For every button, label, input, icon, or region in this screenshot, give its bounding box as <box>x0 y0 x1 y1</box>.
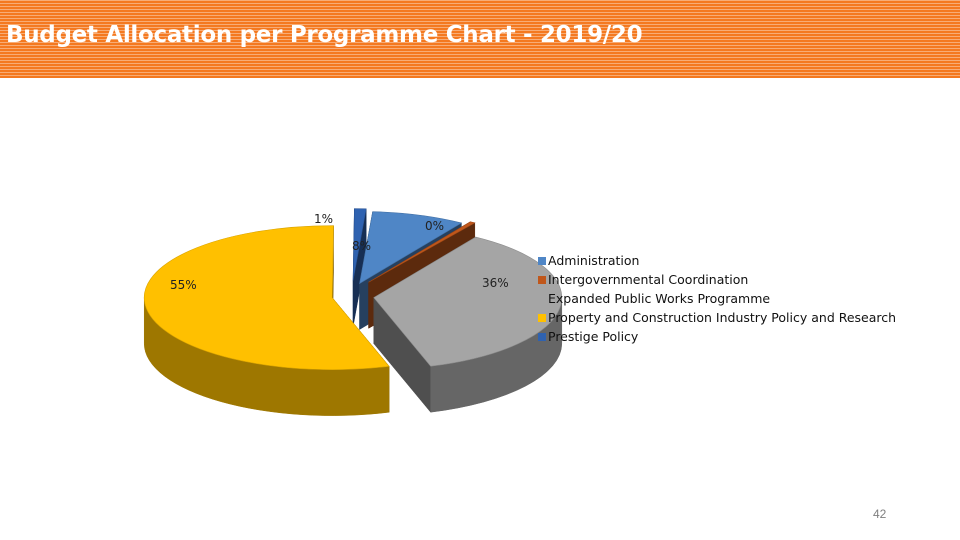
page-number: 42 <box>873 507 887 521</box>
legend-item-prestige-policy <box>538 327 896 346</box>
legend-label-prestige-policy: Prestige Policy <box>548 329 639 344</box>
legend-label-epwp: Expanded Public Works Programme <box>548 291 771 306</box>
legend-item-property-construction <box>538 308 896 327</box>
legend-item-intergovernmental-coordination <box>538 270 896 289</box>
legend-item-administration <box>538 251 896 270</box>
data-label-administration: 8% <box>352 239 372 253</box>
legend-swatch-intergovernmental-coordination <box>538 276 546 284</box>
legend-swatch-epwp <box>538 295 546 303</box>
slide-title: Budget Allocation per Programme Chart - 2019/20 <box>6 22 643 48</box>
legend-label-administration: Administration <box>548 253 640 268</box>
legend-label-intergovernmental-coordination: Intergovernmental Coordination <box>548 272 749 287</box>
data-label-epwp: 36% <box>482 276 509 290</box>
legend-swatch-prestige-policy <box>538 333 546 341</box>
legend-swatch-administration <box>538 257 546 265</box>
data-label-prestige-policy: 1% <box>314 212 334 226</box>
legend-label-property-construction: Property and Construction Industry Policy and Research <box>548 310 897 325</box>
chart-legend <box>538 251 896 346</box>
legend-swatch-property-construction <box>538 314 546 322</box>
data-label-intergovernmental-coordination: 0% <box>425 219 445 233</box>
legend-item-epwp <box>538 289 896 308</box>
data-label-property-construction: 55% <box>170 278 197 292</box>
